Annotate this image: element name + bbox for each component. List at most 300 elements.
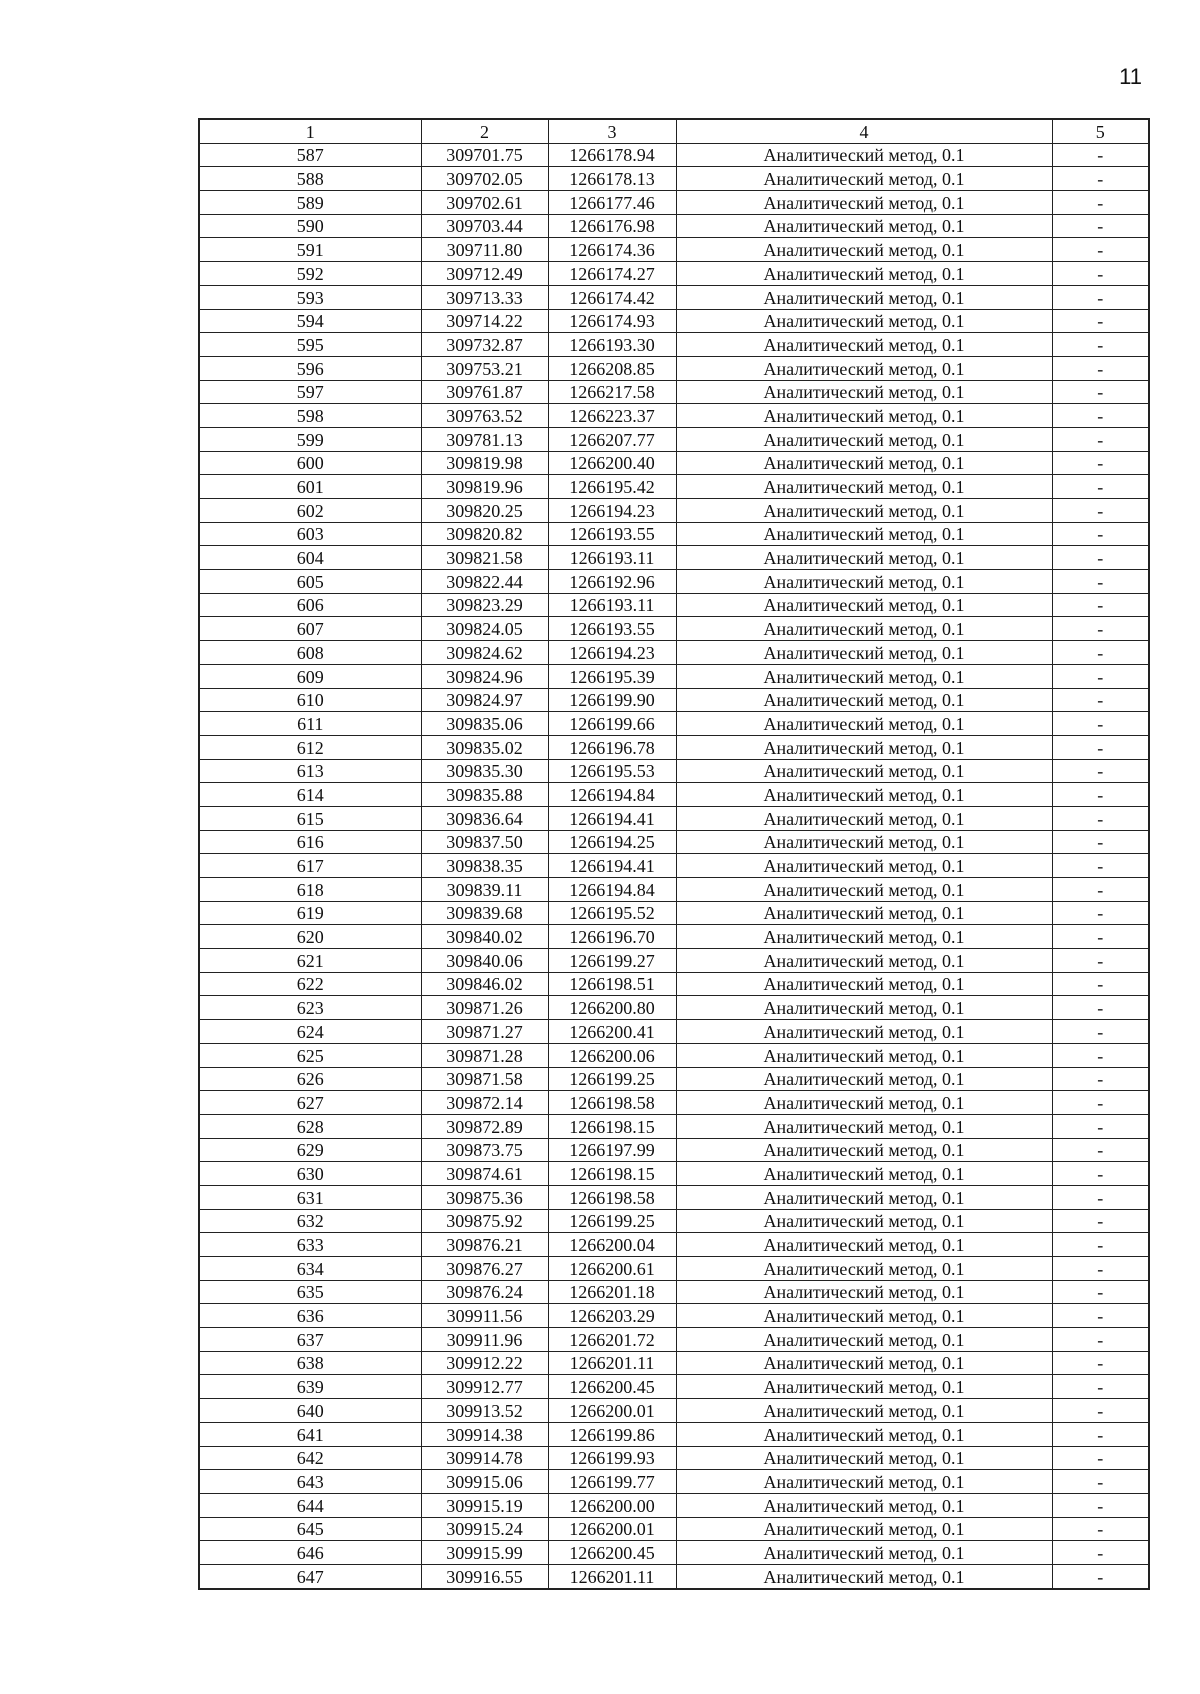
x-coordinate-cell: 309701.75	[421, 143, 548, 167]
y-coordinate-cell: 1266195.52	[548, 901, 676, 925]
note-cell: -	[1052, 712, 1149, 736]
y-coordinate-cell: 1266174.93	[548, 309, 676, 333]
method-accuracy-cell: Аналитический метод, 0.1	[676, 238, 1052, 262]
table-row	[199, 759, 1149, 783]
method-accuracy-cell: Аналитический метод, 0.1	[676, 949, 1052, 973]
x-coordinate-cell: 309915.99	[421, 1541, 548, 1565]
note-cell: -	[1052, 1162, 1149, 1186]
y-coordinate-cell: 1266195.39	[548, 664, 676, 688]
point-number-cell: 621	[199, 949, 421, 973]
point-number-cell: 620	[199, 925, 421, 949]
y-coordinate-cell: 1266193.55	[548, 617, 676, 641]
method-accuracy-cell: Аналитический метод, 0.1	[676, 1422, 1052, 1446]
table-row	[199, 1446, 1149, 1470]
x-coordinate-cell: 309914.78	[421, 1446, 548, 1470]
y-coordinate-cell: 1266199.86	[548, 1422, 676, 1446]
note-cell: -	[1052, 1399, 1149, 1423]
point-number-cell: 591	[199, 238, 421, 262]
note-cell: -	[1052, 1541, 1149, 1565]
table-row	[199, 570, 1149, 594]
method-accuracy-cell: Аналитический метод, 0.1	[676, 854, 1052, 878]
note-cell: -	[1052, 309, 1149, 333]
table-row	[199, 688, 1149, 712]
y-coordinate-cell: 1266177.46	[548, 191, 676, 215]
y-coordinate-cell: 1266195.53	[548, 759, 676, 783]
x-coordinate-cell: 309713.33	[421, 285, 548, 309]
note-cell: -	[1052, 1493, 1149, 1517]
note-cell: -	[1052, 1043, 1149, 1067]
note-cell: -	[1052, 1020, 1149, 1044]
table-row	[199, 712, 1149, 736]
y-coordinate-cell: 1266201.72	[548, 1328, 676, 1352]
x-coordinate-cell: 309753.21	[421, 356, 548, 380]
point-number-cell: 587	[199, 143, 421, 167]
y-coordinate-cell: 1266199.25	[548, 1067, 676, 1091]
table-row	[199, 451, 1149, 475]
table-row	[199, 499, 1149, 523]
note-cell: -	[1052, 404, 1149, 428]
y-coordinate-cell: 1266178.94	[548, 143, 676, 167]
point-number-cell: 598	[199, 404, 421, 428]
table-row	[199, 1209, 1149, 1233]
point-number-cell: 638	[199, 1351, 421, 1375]
note-cell: -	[1052, 285, 1149, 309]
y-coordinate-cell: 1266193.55	[548, 522, 676, 546]
x-coordinate-cell: 309761.87	[421, 380, 548, 404]
table-row	[199, 1162, 1149, 1186]
note-cell: -	[1052, 617, 1149, 641]
point-number-cell: 601	[199, 475, 421, 499]
y-coordinate-cell: 1266197.99	[548, 1138, 676, 1162]
x-coordinate-cell: 309781.13	[421, 427, 548, 451]
table-row	[199, 830, 1149, 854]
point-number-cell: 622	[199, 972, 421, 996]
table-row	[199, 1185, 1149, 1209]
y-coordinate-cell: 1266178.13	[548, 167, 676, 191]
note-cell: -	[1052, 380, 1149, 404]
y-coordinate-cell: 1266201.11	[548, 1351, 676, 1375]
y-coordinate-cell: 1266203.29	[548, 1304, 676, 1328]
y-coordinate-cell: 1266198.58	[548, 1091, 676, 1115]
note-cell: -	[1052, 972, 1149, 996]
method-accuracy-cell: Аналитический метод, 0.1	[676, 570, 1052, 594]
note-cell: -	[1052, 664, 1149, 688]
y-coordinate-cell: 1266174.27	[548, 262, 676, 286]
note-cell: -	[1052, 735, 1149, 759]
x-coordinate-cell: 309819.98	[421, 451, 548, 475]
table-row	[199, 878, 1149, 902]
table-row	[199, 1399, 1149, 1423]
point-number-cell: 588	[199, 167, 421, 191]
table-row	[199, 238, 1149, 262]
column-header: 4	[676, 119, 1052, 143]
note-cell: -	[1052, 522, 1149, 546]
x-coordinate-cell: 309820.25	[421, 499, 548, 523]
table-row	[199, 1328, 1149, 1352]
method-accuracy-cell: Аналитический метод, 0.1	[676, 664, 1052, 688]
point-number-cell: 608	[199, 641, 421, 665]
x-coordinate-cell: 309824.97	[421, 688, 548, 712]
note-cell: -	[1052, 333, 1149, 357]
x-coordinate-cell: 309876.21	[421, 1233, 548, 1257]
note-cell: -	[1052, 1564, 1149, 1588]
y-coordinate-cell: 1266196.70	[548, 925, 676, 949]
note-cell: -	[1052, 641, 1149, 665]
x-coordinate-cell: 309835.88	[421, 783, 548, 807]
column-header: 2	[421, 119, 548, 143]
x-coordinate-cell: 309914.38	[421, 1422, 548, 1446]
point-number-cell: 603	[199, 522, 421, 546]
table-row	[199, 143, 1149, 167]
table-row	[199, 1091, 1149, 1115]
table-row	[199, 854, 1149, 878]
y-coordinate-cell: 1266195.42	[548, 475, 676, 499]
method-accuracy-cell: Аналитический метод, 0.1	[676, 522, 1052, 546]
point-number-cell: 617	[199, 854, 421, 878]
point-number-cell: 629	[199, 1138, 421, 1162]
table-row	[199, 1493, 1149, 1517]
x-coordinate-cell: 309702.61	[421, 191, 548, 215]
point-number-cell: 615	[199, 806, 421, 830]
x-coordinate-cell: 309714.22	[421, 309, 548, 333]
point-number-cell: 611	[199, 712, 421, 736]
y-coordinate-cell: 1266198.15	[548, 1162, 676, 1186]
y-coordinate-cell: 1266200.04	[548, 1233, 676, 1257]
y-coordinate-cell: 1266193.30	[548, 333, 676, 357]
point-number-cell: 590	[199, 214, 421, 238]
y-coordinate-cell: 1266199.25	[548, 1209, 676, 1233]
method-accuracy-cell: Аналитический метод, 0.1	[676, 499, 1052, 523]
table-body	[199, 143, 1149, 1588]
y-coordinate-cell: 1266208.85	[548, 356, 676, 380]
table-row	[199, 1020, 1149, 1044]
table-row	[199, 380, 1149, 404]
method-accuracy-cell: Аналитический метод, 0.1	[676, 806, 1052, 830]
point-number-cell: 605	[199, 570, 421, 594]
point-number-cell: 635	[199, 1280, 421, 1304]
x-coordinate-cell: 309824.96	[421, 664, 548, 688]
table-row	[199, 309, 1149, 333]
method-accuracy-cell: Аналитический метод, 0.1	[676, 1043, 1052, 1067]
table-row	[199, 996, 1149, 1020]
table-row	[199, 285, 1149, 309]
point-number-cell: 630	[199, 1162, 421, 1186]
note-cell: -	[1052, 499, 1149, 523]
method-accuracy-cell: Аналитический метод, 0.1	[676, 1162, 1052, 1186]
note-cell: -	[1052, 996, 1149, 1020]
method-accuracy-cell: Аналитический метод, 0.1	[676, 214, 1052, 238]
note-cell: -	[1052, 806, 1149, 830]
x-coordinate-cell: 309702.05	[421, 167, 548, 191]
note-cell: -	[1052, 262, 1149, 286]
x-coordinate-cell: 309915.24	[421, 1517, 548, 1541]
note-cell: -	[1052, 1114, 1149, 1138]
table-row	[199, 427, 1149, 451]
x-coordinate-cell: 309874.61	[421, 1162, 548, 1186]
table-row	[199, 1541, 1149, 1565]
x-coordinate-cell: 309820.82	[421, 522, 548, 546]
table-row	[199, 901, 1149, 925]
note-cell: -	[1052, 214, 1149, 238]
table-row	[199, 641, 1149, 665]
method-accuracy-cell: Аналитический метод, 0.1	[676, 451, 1052, 475]
point-number-cell: 628	[199, 1114, 421, 1138]
x-coordinate-cell: 309838.35	[421, 854, 548, 878]
y-coordinate-cell: 1266174.36	[548, 238, 676, 262]
table-row	[199, 735, 1149, 759]
method-accuracy-cell: Аналитический метод, 0.1	[676, 1541, 1052, 1565]
method-accuracy-cell: Аналитический метод, 0.1	[676, 901, 1052, 925]
x-coordinate-cell: 309711.80	[421, 238, 548, 262]
method-accuracy-cell: Аналитический метод, 0.1	[676, 617, 1052, 641]
note-cell: -	[1052, 427, 1149, 451]
x-coordinate-cell: 309916.55	[421, 1564, 548, 1588]
table-row	[199, 617, 1149, 641]
x-coordinate-cell: 309837.50	[421, 830, 548, 854]
table-row	[199, 404, 1149, 428]
note-cell: -	[1052, 878, 1149, 902]
note-cell: -	[1052, 1280, 1149, 1304]
y-coordinate-cell: 1266200.01	[548, 1399, 676, 1423]
note-cell: -	[1052, 238, 1149, 262]
x-coordinate-cell: 309839.68	[421, 901, 548, 925]
method-accuracy-cell: Аналитический метод, 0.1	[676, 143, 1052, 167]
method-accuracy-cell: Аналитический метод, 0.1	[676, 1209, 1052, 1233]
table-row	[199, 1233, 1149, 1257]
note-cell: -	[1052, 688, 1149, 712]
note-cell: -	[1052, 546, 1149, 570]
y-coordinate-cell: 1266200.61	[548, 1257, 676, 1281]
point-number-cell: 599	[199, 427, 421, 451]
method-accuracy-cell: Аналитический метод, 0.1	[676, 427, 1052, 451]
note-cell: -	[1052, 1328, 1149, 1352]
method-accuracy-cell: Аналитический метод, 0.1	[676, 1304, 1052, 1328]
y-coordinate-cell: 1266223.37	[548, 404, 676, 428]
column-header: 3	[548, 119, 676, 143]
x-coordinate-cell: 309912.22	[421, 1351, 548, 1375]
note-cell: -	[1052, 143, 1149, 167]
method-accuracy-cell: Аналитический метод, 0.1	[676, 1564, 1052, 1588]
note-cell: -	[1052, 570, 1149, 594]
note-cell: -	[1052, 1185, 1149, 1209]
y-coordinate-cell: 1266200.80	[548, 996, 676, 1020]
point-number-cell: 594	[199, 309, 421, 333]
note-cell: -	[1052, 1517, 1149, 1541]
point-number-cell: 627	[199, 1091, 421, 1115]
point-number-cell: 606	[199, 593, 421, 617]
method-accuracy-cell: Аналитический метод, 0.1	[676, 759, 1052, 783]
point-number-cell: 647	[199, 1564, 421, 1588]
note-cell: -	[1052, 854, 1149, 878]
y-coordinate-cell: 1266176.98	[548, 214, 676, 238]
y-coordinate-cell: 1266199.27	[548, 949, 676, 973]
method-accuracy-cell: Аналитический метод, 0.1	[676, 593, 1052, 617]
note-cell: -	[1052, 1138, 1149, 1162]
x-coordinate-cell: 309876.27	[421, 1257, 548, 1281]
note-cell: -	[1052, 1209, 1149, 1233]
point-number-cell: 643	[199, 1470, 421, 1494]
point-number-cell: 616	[199, 830, 421, 854]
method-accuracy-cell: Аналитический метод, 0.1	[676, 356, 1052, 380]
point-number-cell: 642	[199, 1446, 421, 1470]
x-coordinate-cell: 309840.06	[421, 949, 548, 973]
y-coordinate-cell: 1266200.01	[548, 1517, 676, 1541]
y-coordinate-cell: 1266174.42	[548, 285, 676, 309]
method-accuracy-cell: Аналитический метод, 0.1	[676, 1091, 1052, 1115]
method-accuracy-cell: Аналитический метод, 0.1	[676, 1114, 1052, 1138]
point-number-cell: 619	[199, 901, 421, 925]
y-coordinate-cell: 1266194.41	[548, 806, 676, 830]
table-row	[199, 1517, 1149, 1541]
y-coordinate-cell: 1266198.15	[548, 1114, 676, 1138]
table-row	[199, 214, 1149, 238]
table-row	[199, 1280, 1149, 1304]
method-accuracy-cell: Аналитический метод, 0.1	[676, 1067, 1052, 1091]
y-coordinate-cell: 1266199.66	[548, 712, 676, 736]
table-row	[199, 167, 1149, 191]
coordinates-table	[198, 118, 1150, 1590]
note-cell: -	[1052, 1067, 1149, 1091]
note-cell: -	[1052, 1470, 1149, 1494]
y-coordinate-cell: 1266192.96	[548, 570, 676, 594]
y-coordinate-cell: 1266200.45	[548, 1541, 676, 1565]
table-row	[199, 949, 1149, 973]
x-coordinate-cell: 309871.27	[421, 1020, 548, 1044]
x-coordinate-cell: 309835.06	[421, 712, 548, 736]
y-coordinate-cell: 1266194.23	[548, 641, 676, 665]
note-cell: -	[1052, 1351, 1149, 1375]
method-accuracy-cell: Аналитический метод, 0.1	[676, 546, 1052, 570]
method-accuracy-cell: Аналитический метод, 0.1	[676, 1233, 1052, 1257]
y-coordinate-cell: 1266199.77	[548, 1470, 676, 1494]
y-coordinate-cell: 1266199.93	[548, 1446, 676, 1470]
y-coordinate-cell: 1266198.58	[548, 1185, 676, 1209]
x-coordinate-cell: 309835.30	[421, 759, 548, 783]
method-accuracy-cell: Аналитический метод, 0.1	[676, 1446, 1052, 1470]
point-number-cell: 618	[199, 878, 421, 902]
point-number-cell: 592	[199, 262, 421, 286]
x-coordinate-cell: 309703.44	[421, 214, 548, 238]
page-number: 11	[1119, 64, 1142, 89]
y-coordinate-cell: 1266200.40	[548, 451, 676, 475]
method-accuracy-cell: Аналитический метод, 0.1	[676, 262, 1052, 286]
method-accuracy-cell: Аналитический метод, 0.1	[676, 972, 1052, 996]
y-coordinate-cell: 1266196.78	[548, 735, 676, 759]
point-number-cell: 633	[199, 1233, 421, 1257]
x-coordinate-cell: 309876.24	[421, 1280, 548, 1304]
table-row	[199, 664, 1149, 688]
x-coordinate-cell: 309763.52	[421, 404, 548, 428]
method-accuracy-cell: Аналитический метод, 0.1	[676, 1138, 1052, 1162]
method-accuracy-cell: Аналитический метод, 0.1	[676, 878, 1052, 902]
x-coordinate-cell: 309821.58	[421, 546, 548, 570]
point-number-cell: 612	[199, 735, 421, 759]
point-number-cell: 624	[199, 1020, 421, 1044]
y-coordinate-cell: 1266201.11	[548, 1564, 676, 1588]
method-accuracy-cell: Аналитический метод, 0.1	[676, 380, 1052, 404]
note-cell: -	[1052, 475, 1149, 499]
method-accuracy-cell: Аналитический метод, 0.1	[676, 996, 1052, 1020]
method-accuracy-cell: Аналитический метод, 0.1	[676, 1257, 1052, 1281]
table-row	[199, 333, 1149, 357]
method-accuracy-cell: Аналитический метод, 0.1	[676, 1375, 1052, 1399]
column-header: 1	[199, 119, 421, 143]
x-coordinate-cell: 309824.62	[421, 641, 548, 665]
table-row	[199, 1470, 1149, 1494]
x-coordinate-cell: 309712.49	[421, 262, 548, 286]
note-cell: -	[1052, 759, 1149, 783]
note-cell: -	[1052, 1233, 1149, 1257]
point-number-cell: 626	[199, 1067, 421, 1091]
table-row	[199, 925, 1149, 949]
note-cell: -	[1052, 949, 1149, 973]
point-number-cell: 637	[199, 1328, 421, 1352]
note-cell: -	[1052, 167, 1149, 191]
x-coordinate-cell: 309875.92	[421, 1209, 548, 1233]
note-cell: -	[1052, 1304, 1149, 1328]
y-coordinate-cell: 1266199.90	[548, 688, 676, 712]
note-cell: -	[1052, 1446, 1149, 1470]
y-coordinate-cell: 1266207.77	[548, 427, 676, 451]
table-row	[199, 1564, 1149, 1588]
point-number-cell: 625	[199, 1043, 421, 1067]
point-number-cell: 632	[199, 1209, 421, 1233]
method-accuracy-cell: Аналитический метод, 0.1	[676, 783, 1052, 807]
x-coordinate-cell: 309846.02	[421, 972, 548, 996]
method-accuracy-cell: Аналитический метод, 0.1	[676, 1328, 1052, 1352]
table-row	[199, 1114, 1149, 1138]
x-coordinate-cell: 309913.52	[421, 1399, 548, 1423]
method-accuracy-cell: Аналитический метод, 0.1	[676, 735, 1052, 759]
point-number-cell: 609	[199, 664, 421, 688]
table-row	[199, 1043, 1149, 1067]
x-coordinate-cell: 309819.96	[421, 475, 548, 499]
table-row	[199, 1375, 1149, 1399]
y-coordinate-cell: 1266194.23	[548, 499, 676, 523]
table-row	[199, 546, 1149, 570]
note-cell: -	[1052, 1375, 1149, 1399]
table-row	[199, 356, 1149, 380]
y-coordinate-cell: 1266194.84	[548, 878, 676, 902]
point-number-cell: 645	[199, 1517, 421, 1541]
x-coordinate-cell: 309915.19	[421, 1493, 548, 1517]
note-cell: -	[1052, 1422, 1149, 1446]
table-row	[199, 1422, 1149, 1446]
method-accuracy-cell: Аналитический метод, 0.1	[676, 191, 1052, 215]
method-accuracy-cell: Аналитический метод, 0.1	[676, 475, 1052, 499]
x-coordinate-cell: 309822.44	[421, 570, 548, 594]
note-cell: -	[1052, 356, 1149, 380]
point-number-cell: 593	[199, 285, 421, 309]
x-coordinate-cell: 309824.05	[421, 617, 548, 641]
table-row	[199, 522, 1149, 546]
table-row	[199, 475, 1149, 499]
point-number-cell: 631	[199, 1185, 421, 1209]
column-header: 5	[1052, 119, 1149, 143]
table-row	[199, 262, 1149, 286]
table-row	[199, 593, 1149, 617]
method-accuracy-cell: Аналитический метод, 0.1	[676, 285, 1052, 309]
table-header-row	[199, 119, 1149, 143]
table-row	[199, 806, 1149, 830]
x-coordinate-cell: 309911.96	[421, 1328, 548, 1352]
method-accuracy-cell: Аналитический метод, 0.1	[676, 404, 1052, 428]
method-accuracy-cell: Аналитический метод, 0.1	[676, 333, 1052, 357]
note-cell: -	[1052, 1257, 1149, 1281]
point-number-cell: 634	[199, 1257, 421, 1281]
x-coordinate-cell: 309836.64	[421, 806, 548, 830]
note-cell: -	[1052, 783, 1149, 807]
